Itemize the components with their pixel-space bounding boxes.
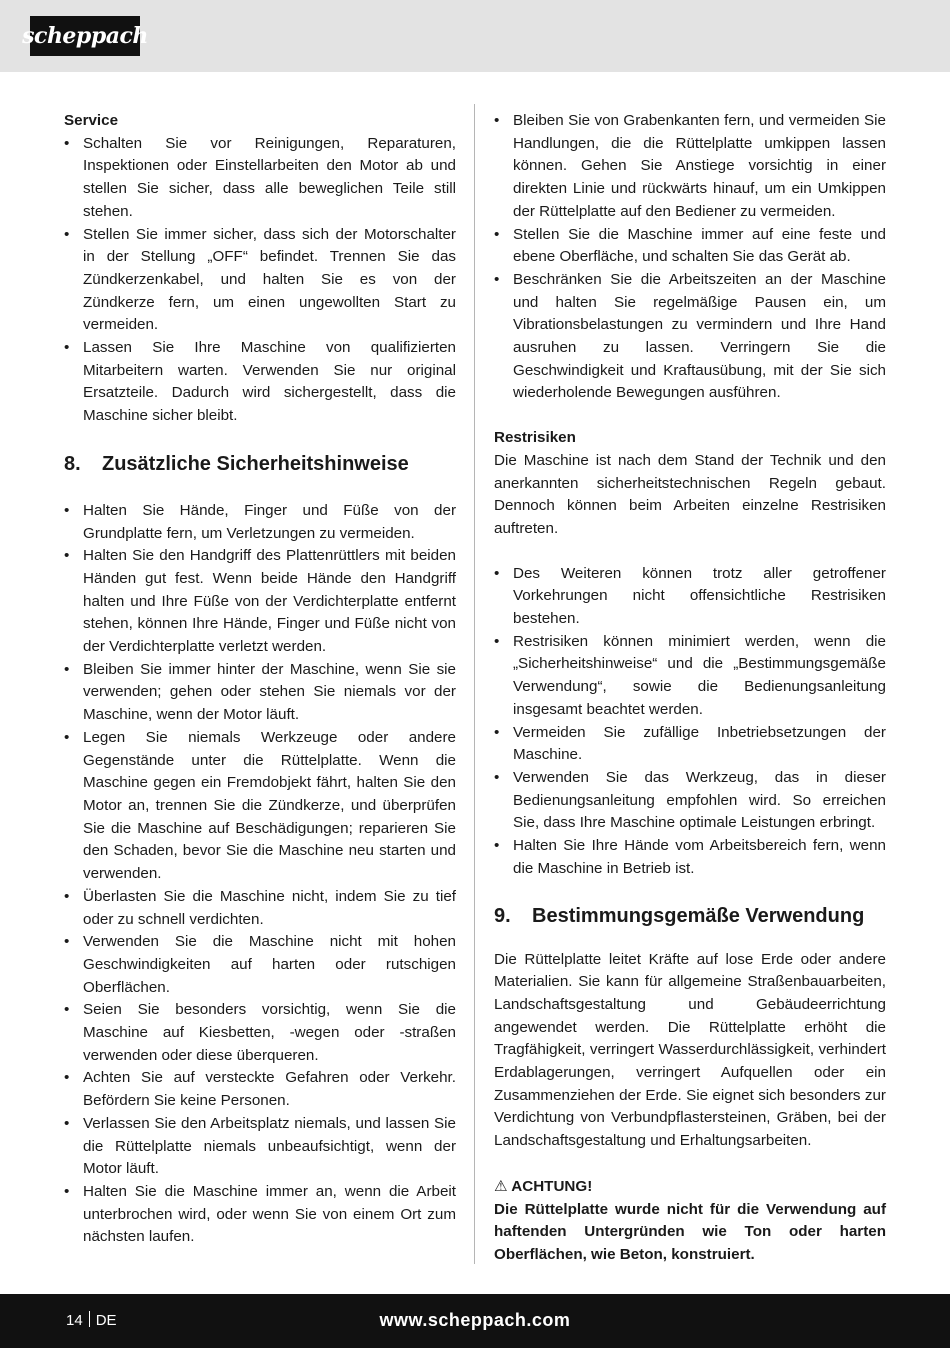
column-divider <box>474 104 475 1264</box>
list-item: • Restrisiken können minimiert werden, wenn die „Sicherheitshinweise“ und die „Bestimmungsgemäße Verwendung“, sowie die Bedienungsanleitung insgesamt beachtet werden. <box>494 632 886 718</box>
warning-text: Die Rüttelplatte wurde nicht für die Verwendung auf haftenden Untergründen wie Ton oder harten Oberflächen, wie Beton, konstruiert. <box>494 1200 886 1263</box>
bullet-icon: • <box>494 837 500 855</box>
list-item: • Vermeiden Sie zufällige Inbetriebsetzungen der Maschine. <box>494 723 886 764</box>
restrisiken-heading: Restrisiken <box>494 429 576 447</box>
bullet-icon: • <box>494 225 500 243</box>
list-item: • Beschränken Sie die Arbeitszeiten an der Maschine und halten Sie regelmäßige Pausen ein, um Vibrationsbelastungen zu vermindern und Ihre Hand ausruhen zu lassen. Verringern Sie die Geschwindigkeit und Kraftausübung, mit der Sie sich wiederholende Bewegungen ausführen. <box>494 270 886 402</box>
bullet-icon: • <box>64 547 70 565</box>
section-number: 8. <box>64 452 81 475</box>
page-header <box>0 0 950 72</box>
list-item: • Legen Sie niemals Werkzeuge oder andere Gegenstände unter die Rüttelplatte. Wenn die Maschine gegen ein Fremdobjekt fährt, halten Sie den Motor an, trennen Sie die Zündkerze, und überprüfen Sie die Maschine auf Beschädigungen; reparieren Sie den Schaden, bevor Sie die Maschine neu starten und verwenden. <box>64 728 456 883</box>
list-item: • Verwenden Sie das Werkzeug, das in dieser Bedienungsanleitung empfohlen wird. So erreichen Sie, dass Ihre Maschine optimale Leistungen erbringt. <box>494 768 886 832</box>
bullet-icon: • <box>64 339 70 357</box>
bullet-icon: • <box>64 1114 70 1132</box>
section-title: Zusätzliche Sicherheitshinweise <box>102 452 409 475</box>
bullet-icon: • <box>494 270 500 288</box>
section-9-text: Die Rüttelplatte leitet Kräfte auf lose Erde oder andere Materialien. Sie kann für allgemeine Straßenbauarbeiten, Landschaftsgestaltung und Gebäudeerrichtung angewendet werden. Die Rüttelplatte erhöht die Tragfähigkeit, verringert Wasserdurchlässigkeit, verhindert Erdablagerungen, verringert Aufquellen oder ein Zusammenziehen der Erde. Sie eignet sich besonders zur Verdichtung von Verbundpflastersteinen, Gräben, bei der Landschaftsgestaltung und Erhaltungsarbeiten. <box>494 950 886 1150</box>
safety-list <box>64 500 456 1249</box>
list-item: • Bleiben Sie immer hinter der Maschine, wenn Sie sie verwenden; gehen oder stehen Sie niemals vor der Maschine, wenn der Motor läuft. <box>64 660 456 724</box>
language-code: DE <box>95 1312 117 1329</box>
list-item: • Verwenden Sie die Maschine nicht mit hohen Geschwindigkeiten auf harten oder rutschigen Oberflächen. <box>64 933 456 996</box>
bullet-icon: • <box>64 933 70 951</box>
list-item: • Schalten Sie vor Reinigungen, Reparaturen, Inspektionen oder Einstellarbeiten den Motor ab und stellen Sie sicher, dass alle beweglichen Teile still stehen. <box>64 134 456 220</box>
bullet-icon: • <box>64 134 70 152</box>
section-title: Bestimmungsgemäße Verwendung <box>532 904 865 927</box>
safety-list-continued <box>494 110 886 405</box>
list-item: • Des Weiteren können trotz aller getroffener Vorkehrungen nicht offensichtliche Restrisiken bestehen. <box>494 564 886 628</box>
bullet-icon: • <box>494 768 500 786</box>
bullet-icon: • <box>64 501 70 519</box>
warning-icon: ⚠ <box>494 1177 508 1195</box>
bullet-icon: • <box>64 660 70 678</box>
page-footer <box>0 1294 950 1348</box>
bullet-icon: • <box>494 112 500 129</box>
section-8-heading <box>64 451 456 477</box>
section-9-heading <box>494 903 886 929</box>
bullet-icon: • <box>64 1001 70 1019</box>
bullet-icon: • <box>494 632 500 650</box>
list-item: • Stellen Sie immer sicher, dass sich der Motorschalter in der Stellung „OFF“ befindet. Trennen Sie das Zündkerzenkabel, und halten Sie es von der Zündkerze fern, um einen ungewollten Start zu vermeiden. <box>64 225 456 334</box>
scheppach-logo: scheppach <box>30 16 140 56</box>
bullet-icon: • <box>494 564 500 582</box>
page-number: 14 DE <box>66 1312 117 1329</box>
list-item: • Überlasten Sie die Maschine nicht, indem Sie zu tief oder zu schnell verdichten. <box>64 887 456 928</box>
list-item: • Bleiben Sie von Grabenkanten fern, und vermeiden Sie Handlungen, die die Rüttelplatte umkippen lassen können. Gehen Sie Anstiege vorsichtig in einer direkten Linie und rückwärts hinauf, um ein Umkippen der Rüttelplatte auf den Bediener zu vermeiden. <box>494 112 886 220</box>
list-item: • Verlassen Sie den Arbeitsplatz niemals, und lassen Sie die Rüttelplatte niemals unbeaufsichtigt, wenn der Motor läuft. <box>64 1114 456 1178</box>
website-link[interactable]: www.scheppach.com <box>379 1310 571 1330</box>
list-item: • Halten Sie Hände, Finger und Füße von der Grundplatte fern, um Verletzungen zu vermeiden. <box>64 501 456 542</box>
bullet-icon: • <box>64 1069 70 1087</box>
warning-heading <box>494 1176 886 1199</box>
list-item: • Lassen Sie Ihre Maschine von qualifizierten Mitarbeitern warten. Verwenden Sie nur original Ersatzteile. Dadurch wird sichergestellt, dass die Maschine sicher bleibt. <box>64 339 456 425</box>
service-list <box>64 133 456 428</box>
section-number: 9. <box>494 904 511 927</box>
right-column <box>494 110 886 1267</box>
restrisiken-text: Die Maschine ist nach dem Stand der Technik und den anerkannten sicherheitstechnischen Regeln gebaut. Dennoch können beim Arbeiten einzelne Restrisiken auftreten. <box>494 451 886 537</box>
list-item: • Stellen Sie die Maschine immer auf eine feste und ebene Oberfläche, und schalten Sie das Gerät ab. <box>494 225 886 266</box>
bullet-icon: • <box>494 723 500 741</box>
list-item: • Halten Sie die Maschine immer an, wenn die Arbeit unterbrochen wird, oder wenn Sie von einem Ort zum nächsten laufen. <box>64 1182 456 1246</box>
list-item: • Halten Sie den Handgriff des Plattenrüttlers mit beiden Händen gut fest. Wenn beide Hände den Handgriff halten und Ihre Füße von der Verdichterplatte entfernt stehen, können Ihre Hände, Finger und Füße nicht von der Verdichterplatte verletzt werden. <box>64 547 456 656</box>
left-column <box>64 110 456 1249</box>
list-item: • Halten Sie Ihre Hände vom Arbeitsbereich fern, wenn die Maschine in Betrieb ist. <box>494 837 886 877</box>
restrisiken-list <box>494 563 886 881</box>
service-heading: Service <box>64 112 119 129</box>
warning-title: ACHTUNG! <box>511 1177 593 1195</box>
bullet-icon: • <box>64 225 70 243</box>
list-item: • Seien Sie besonders vorsichtig, wenn Sie die Maschine auf Kiesbetten, -wegen oder -straßen verwenden oder diese überqueren. <box>64 1001 456 1064</box>
bullet-icon: • <box>64 728 70 746</box>
bullet-icon: • <box>64 887 70 905</box>
list-item: • Achten Sie auf versteckte Gefahren oder Verkehr. Befördern Sie keine Personen. <box>64 1069 456 1110</box>
bullet-icon: • <box>64 1182 70 1200</box>
